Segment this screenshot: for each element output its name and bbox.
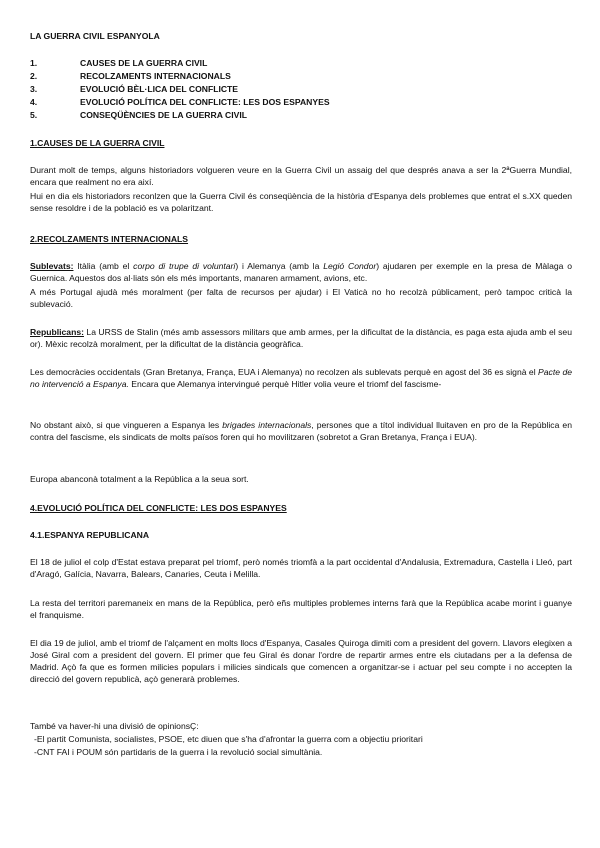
list-item: -CNT FAI i POUM són partidaris de la guerra i la revolució social simultània. bbox=[34, 747, 323, 757]
toc-item: 3. EVOLUCIÓ BÈL·LICA DEL CONFLICTE bbox=[30, 84, 239, 94]
sublevats-label: Sublevats: bbox=[30, 261, 74, 271]
toc-item: 4. EVOLUCIÓ POLÍTICA DEL CONFLICTE: LES DOS ESPANYES bbox=[30, 97, 330, 107]
section-heading-international: 2.RECOLZAMENTS INTERNACIONALS bbox=[30, 234, 189, 244]
toc-item: 5. CONSEQÜÈNCIES DE LA GUERRA CIVIL bbox=[30, 110, 247, 120]
paragraph-sublevats: Sublevats: Itàlia (amb el corpo di trupe di voluntari) i Alemanya (amb la Legió Condor) ajudaren per exemple en la presa de Màlaga o Guernica. Aquestos dos al·liats són els més importants, manaren armament, avions, etc. bbox=[30, 261, 572, 283]
paragraph-republicans: Republicans: La URSS de Stalin (més amb assessors militars que amb armes, per la dificultat de la distància, es paga esta ajuda amb el seu or). Mèxic recolzà moralment, per la dificultat de la distància geogràfica. bbox=[30, 327, 572, 349]
paragraph-democracies: Les democràcies occidentals (Gran Bretanya, França, EUA i Alemanya) no recolzen als sublevats perquè en agost del 36 es signà el Pacte de no intervenció a Espanya. Encara que Alemanya intervingué perquè Hitler volia veure el triomf del fascisme- bbox=[30, 367, 573, 389]
paragraph: Durant molt de temps, alguns historiadors volgueren veure en la Guerra Civil un assaig del que després anava a ser la 2ªGuerra Mundial, encara que realment no era així. bbox=[30, 165, 572, 187]
republicans-label: Republicans: bbox=[30, 327, 84, 337]
section-heading-politics: 4.EVOLUCIÓ POLÍTICA DEL CONFLICTE: LES DOS ESPANYES bbox=[30, 503, 287, 513]
table-of-contents bbox=[30, 57, 572, 122]
paragraph: A més Portugal ajudà més moralment (per falta de recursos per ajudar) i El Vaticà no ho recolzà públicament, però tampoc criticà la sublevació. bbox=[30, 287, 572, 309]
list-item: -El partit Comunista, socialistes, PSOE, etc diuen que s'ha d'afrontar la guerra com a objectiu prioritari bbox=[34, 734, 423, 744]
paragraph: El dia 19 de juliol, amb el triomf de l'alçament en molts llocs d'Espanya, Casales Quiroga dimiti com a president del govern. Llavors elegixen a José Giral com a president del govern. El primer que feu Giral és donar l'ordre de repartir armes entre els ciutadans per a la defensa de Madrid. Açò fa que es formen milicies populars i milicies sindicals que comencen a organitzar-se i actuar pel seu compte i no accepten la direcció del govern republicà, açò generarà problemes. bbox=[30, 638, 572, 684]
paragraph: El 18 de juliol el colp d'Estat estava preparat pel triomf, però només triomfà a la part occidental d'Andalusia, Extremadura, Castella i Lleó, part d'Aragó, Galícia, Navarra, Balears, Canaries, Ceuta i Melilla. bbox=[30, 557, 572, 579]
toc-item: 1. CAUSES DE LA GUERRA CIVIL bbox=[30, 58, 208, 68]
document-title: LA GUERRA CIVIL ESPANYOLA bbox=[30, 31, 160, 41]
subsection-heading-republican: 4.1.ESPANYA REPUBLICANA bbox=[30, 530, 150, 540]
toc-item: 2. RECOLZAMENTS INTERNACIONALS bbox=[30, 71, 231, 81]
paragraph: També va haver-hi una divisió de opinionsÇ: bbox=[30, 721, 199, 731]
paragraph: La resta del territori paremaneix en mans de la República, però eñs multiples problemes interns farà que la República acabe morint i guanye el franquisme. bbox=[30, 598, 572, 620]
paragraph: Europa abanconà totalment a la República a la seua sort. bbox=[30, 474, 249, 484]
paragraph-brigades: No obstant això, si que vingueren a Espanya les brigades internacionals, persones que a títol individual lluitaven en pro de la República en contra del fascisme, els sindicats de molts països foren qui ho movilitzaren (sobretot a Gran Bretanya, França i EUA). bbox=[30, 420, 572, 442]
section-heading-causes: 1.CAUSES DE LA GUERRA CIVIL bbox=[30, 138, 165, 148]
paragraph: Hui en dia els historiadors reconlzen que la Guerra Civil és conseqüència de la història d'Espanya dels problemes que entrat el s.XX queden sense resoldre i de la població es va polaritzant. bbox=[30, 191, 572, 213]
